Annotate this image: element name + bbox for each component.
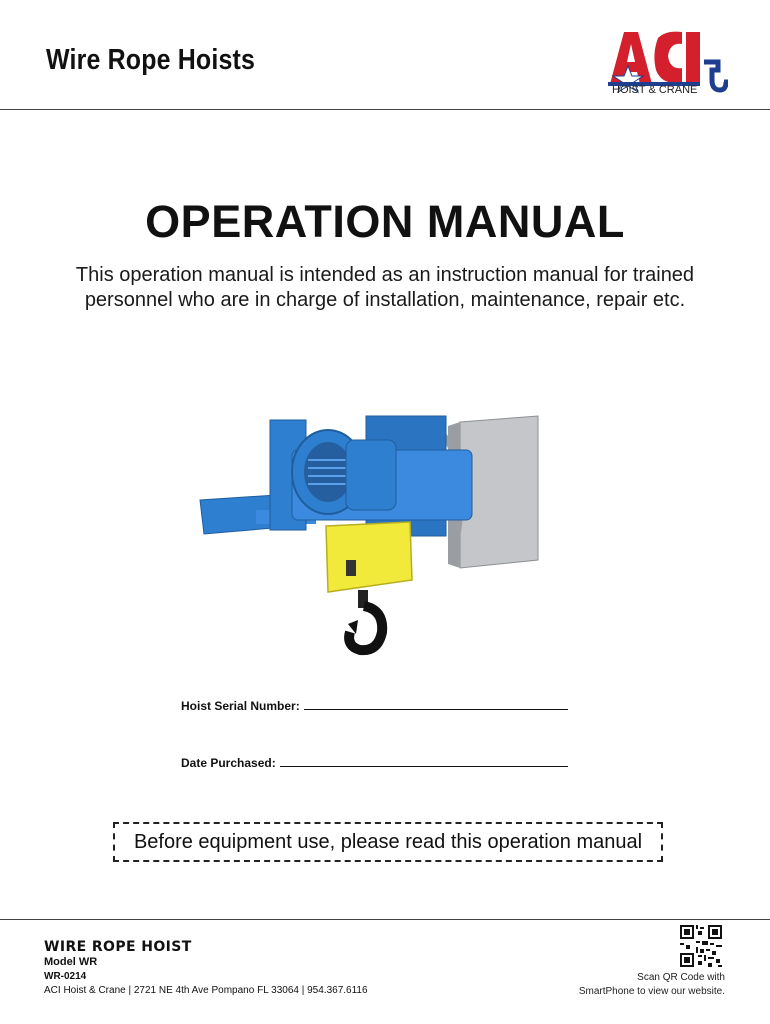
date-purchased-field: [181, 756, 568, 770]
qr-caption: [560, 971, 725, 999]
date-purchased-blank[interactable]: [280, 756, 568, 767]
footer-brand: WIRE ROPE HOIST: [44, 939, 192, 955]
footer-code: WR-0214: [44, 971, 87, 982]
serial-number-field: [181, 699, 568, 713]
intro-text: This operation manual is intended as an instruction manual for trained personnel who are in charge of installation, maintenance, repair etc.: [75, 264, 695, 311]
footer-address: ACI Hoist & Crane | 2721 NE 4th Ave Pompano FL 33064 | 954.367.6116: [44, 985, 368, 996]
page-heading: OPERATION MANUAL: [145, 196, 625, 247]
serial-number-blank[interactable]: [304, 699, 568, 710]
read-manual-notice: Before equipment use, please read this operation manual: [113, 822, 663, 862]
wire-rope-hoist-image: [196, 410, 574, 656]
qr-code-icon[interactable]: [680, 925, 722, 967]
logo-subtitle: HOIST & CRANE: [612, 84, 698, 96]
header-divider: [0, 109, 770, 110]
document-title: Wire Rope Hoists: [46, 44, 256, 76]
date-purchased-label: Date Purchased:: [181, 756, 276, 770]
qr-caption-line-1: Scan QR Code with: [637, 972, 725, 983]
footer-divider: [0, 919, 770, 920]
qr-caption-line-2: SmartPhone to view our website.: [578, 986, 725, 997]
serial-number-label: Hoist Serial Number:: [181, 699, 300, 713]
footer-model: Model WR: [44, 956, 98, 968]
